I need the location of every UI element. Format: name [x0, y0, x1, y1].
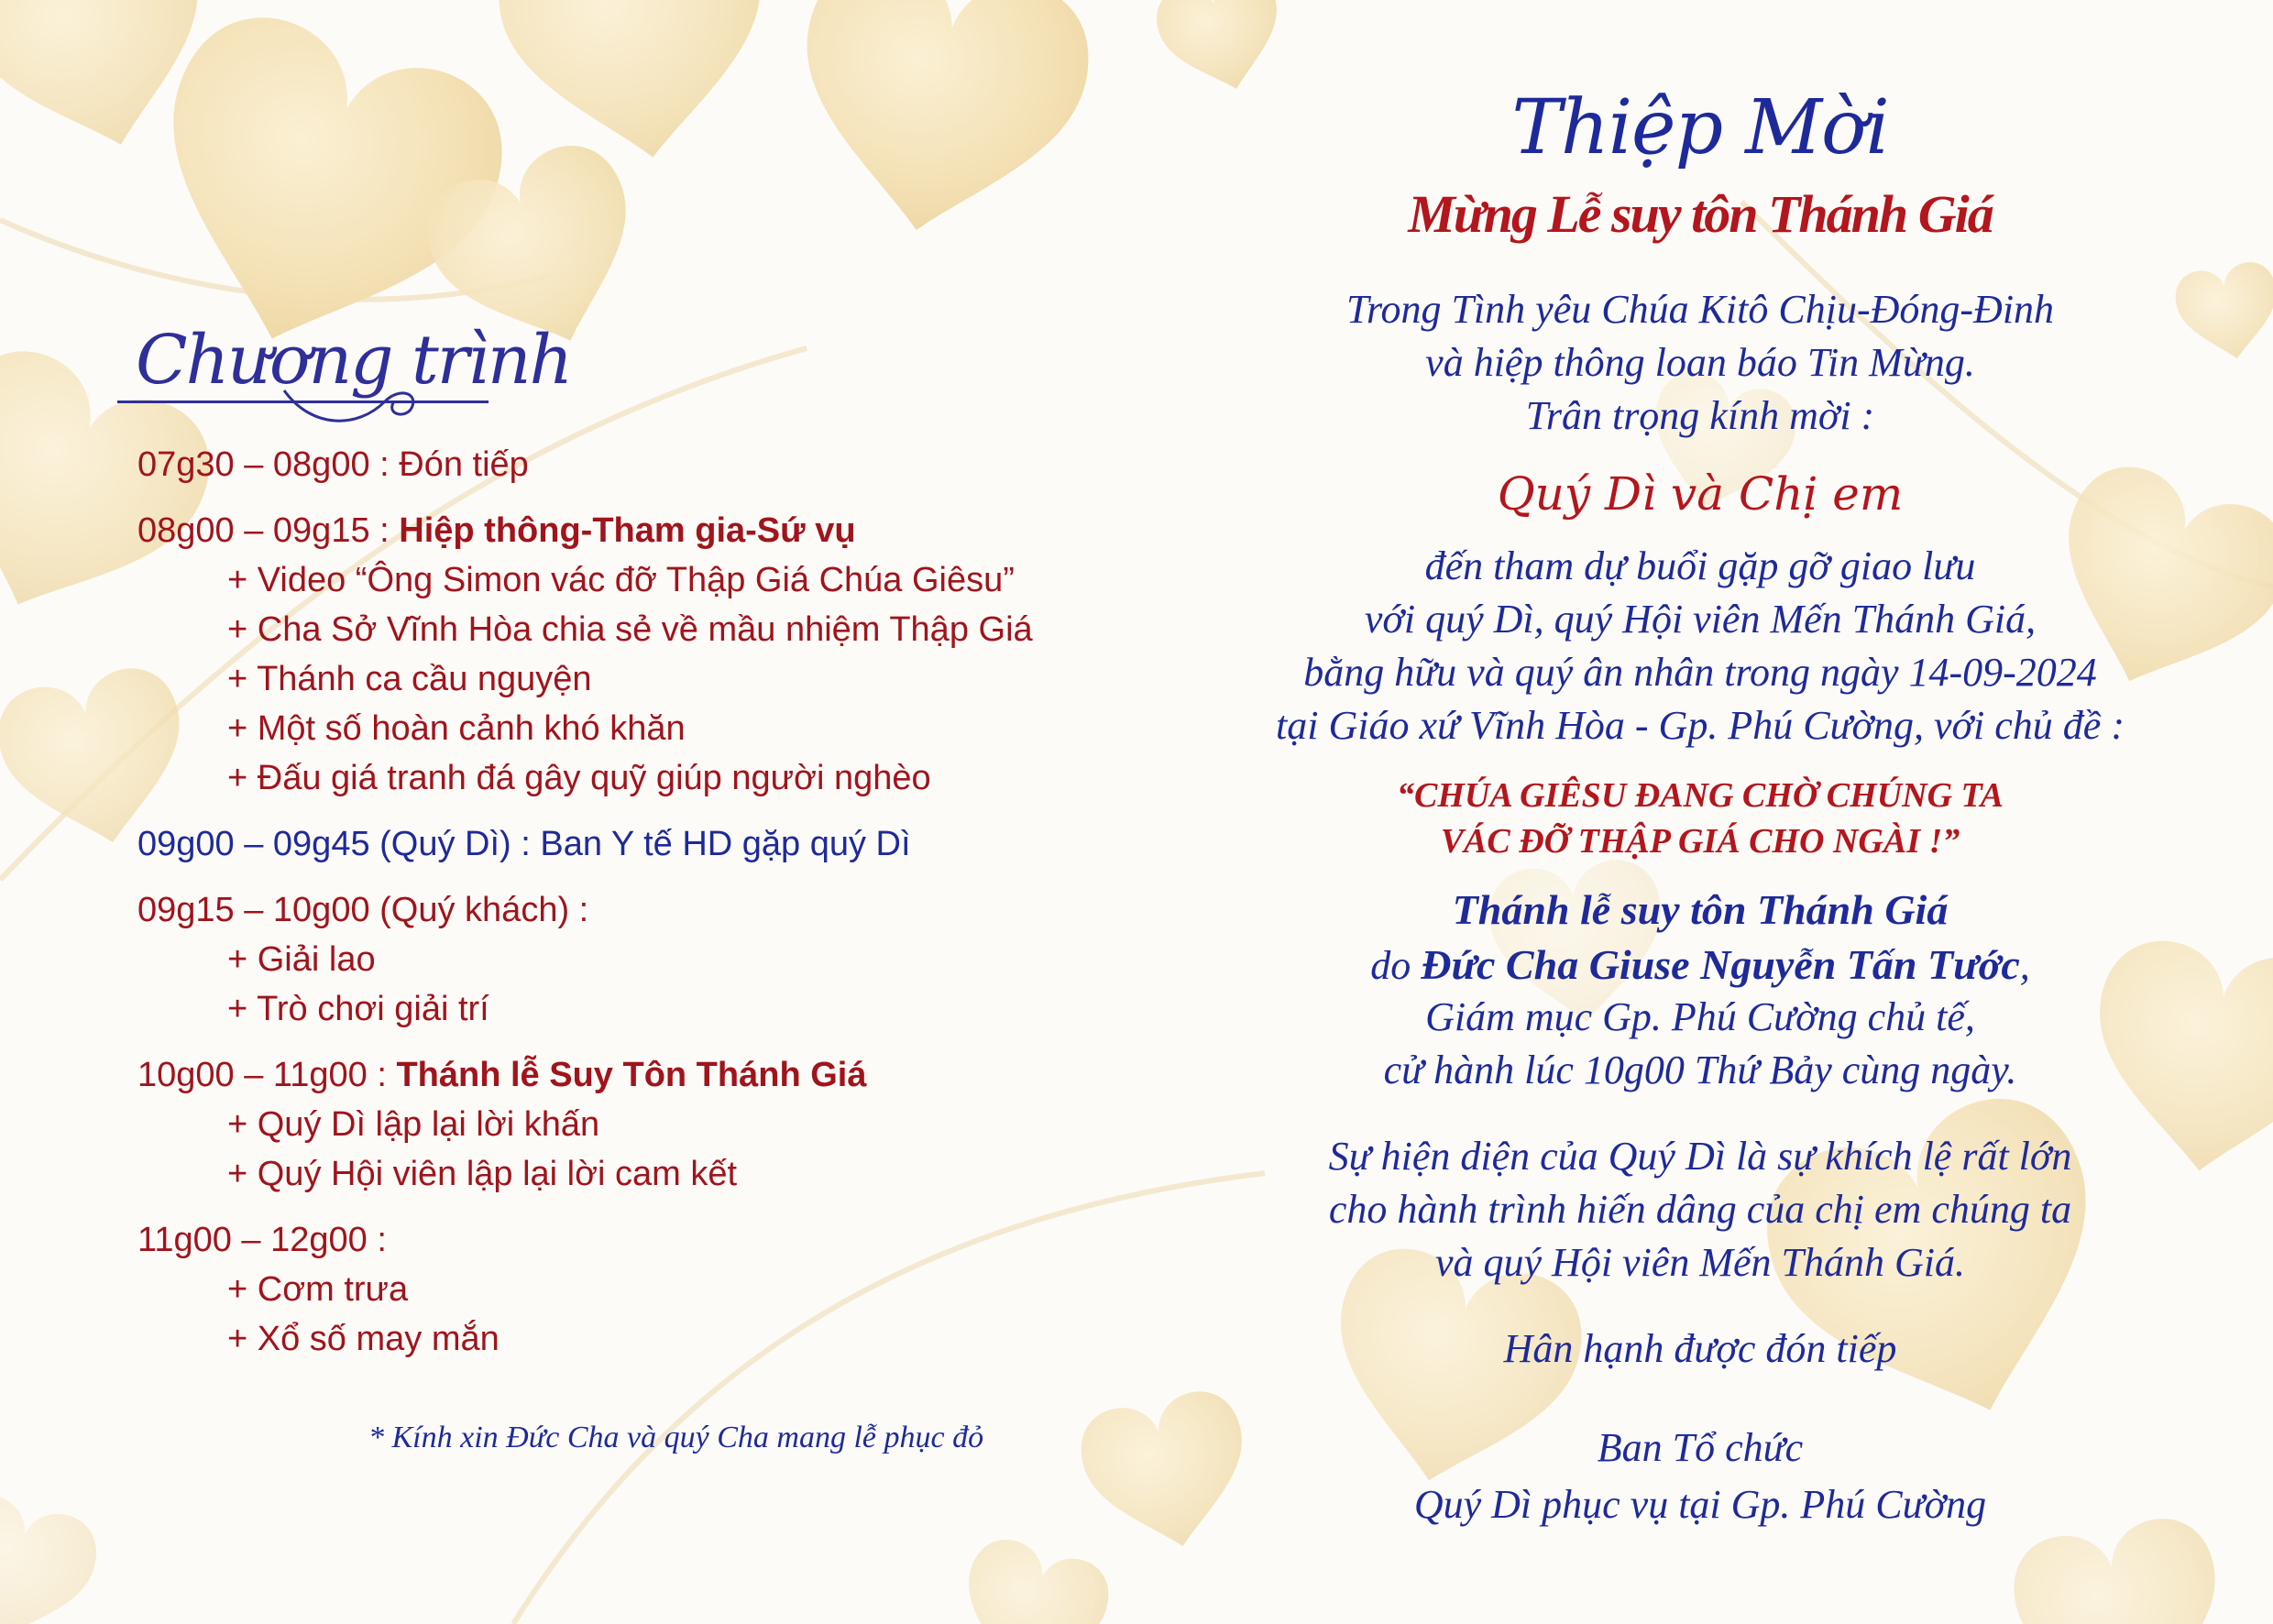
program-item: [137, 440, 1100, 489]
program-time: 11g00 – 12g00 :: [137, 1220, 387, 1259]
presence-line: Sự hiện diện của Quý Dì là sự khích lệ rất lớn: [1328, 1134, 2072, 1179]
intro-line: Trân trọng kính mời :: [1525, 393, 1875, 438]
mass-celebrant: [1182, 940, 2218, 989]
mass-title: Thánh lễ suy tôn Thánh Giá: [1452, 886, 1949, 933]
body-line: tại Giáo xứ Vĩnh Hòa - Gp. Phú Cường, với chủ đề :: [1276, 703, 2125, 748]
flourish-ornament: [275, 383, 458, 438]
body-line: đến tham dự buổi gặp gỡ giao lưu: [1424, 543, 1976, 588]
theme-line: VÁC ĐỠ THẬP GIÁ CHO NGÀI !”: [1440, 822, 1960, 861]
program-time: 09g15 – 10g00 (Quý khách) :: [137, 890, 589, 929]
mass-by-suffix: ,: [2019, 943, 2030, 988]
program-subitem: + Trò chơi giải trí: [227, 989, 489, 1028]
program-activity: Thánh lễ Suy Tôn Thánh Giá: [396, 1055, 867, 1094]
presence-line: cho hành trình hiến dâng của chị em chúng ta: [1328, 1187, 2072, 1232]
program-subitem: + Một số hoàn cảnh khó khăn: [227, 708, 686, 748]
program-subitem: + Giải lao: [227, 939, 376, 979]
program-item: [137, 506, 1100, 555]
body-line: với quý Dì, quý Hội viên Mến Thánh Giá,: [1364, 597, 2037, 642]
welcome-line: Hân hạnh được đón tiếp: [1503, 1326, 1897, 1371]
intro-line: và hiệp thông loan báo Tin Mừng.: [1425, 340, 1975, 385]
program-activity: Hiệp thông-Tham gia-Sứ vụ: [399, 510, 856, 550]
program-heading: Chương trình: [136, 321, 572, 400]
program-subitem: + Thánh ca cầu nguyện: [227, 659, 592, 698]
program-subitem: + Đấu giá tranh đá gây quỹ giúp người nghèo: [227, 758, 931, 797]
program-subitem: + Cha Sở Vĩnh Hòa chia sẻ về mầu nhiệm Thập Giá: [227, 609, 1033, 649]
program-subitem: + Xổ số may mắn: [227, 1319, 500, 1358]
theme-line: “CHÚA GIÊSU ĐANG CHỜ CHÚNG TA: [1397, 776, 2004, 815]
intro-line: Trong Tình yêu Chúa Kitô Chịu-Đóng-Đinh: [1345, 287, 2055, 332]
program-activity: Ban Y tế HD gặp quý Dì: [540, 824, 911, 863]
program-time: 07g30 – 08g00 :: [137, 444, 400, 484]
body-line: bằng hữu và quý ân nhân trong ngày 14-09-2024: [1303, 650, 2097, 695]
organizer-line: Ban Tổ chức: [1597, 1425, 1804, 1470]
program-subitem: + Quý Dì lập lại lời khấn: [227, 1104, 600, 1144]
program-time: 10g00 – 11g00 :: [137, 1055, 397, 1094]
program-item: [137, 819, 1100, 869]
mass-line: Giám mục Gp. Phú Cường chủ tế,: [1425, 994, 1975, 1039]
program-item: [137, 885, 1100, 935]
program-subitem: + Cơm trưa: [227, 1269, 409, 1309]
program-time: 08g00 – 09g15 :: [137, 510, 400, 550]
mass-by-prefix: do: [1370, 943, 1422, 988]
mass-line: cử hành lúc 10g00 Thứ Bảy cùng ngày.: [1383, 1048, 2017, 1092]
program-list: [137, 440, 1100, 1364]
program-subitem: + Video “Ông Simon vác đỡ Thập Giá Chúa Giêsu”: [227, 560, 1015, 599]
bishop-name: Đức Cha Giuse Nguyễn Tấn Tước: [1421, 941, 2020, 988]
program-time: 09g00 – 09g45 (Quý Dì) :: [137, 824, 541, 863]
organizer-line: Quý Dì phục vụ tại Gp. Phú Cường: [1413, 1482, 1987, 1527]
program-subitem: + Quý Hội viên lập lại lời cam kết: [227, 1154, 738, 1193]
invitation-title: Thiệp Mời: [1511, 84, 1889, 171]
program-item: [137, 1050, 1100, 1100]
program-item: [137, 1215, 1100, 1265]
invitation-subtitle: Mừng Lễ suy tôn Thánh Giá: [1408, 184, 1993, 244]
guest-name: Quý Dì và Chị em: [1497, 467, 1904, 521]
program-activity: Đón tiếp: [399, 444, 529, 484]
vestment-note: * Kính xin Đức Cha và quý Cha mang lễ phục đỏ: [368, 1421, 984, 1454]
presence-line: và quý Hội viên Mến Thánh Giá.: [1435, 1240, 1965, 1285]
